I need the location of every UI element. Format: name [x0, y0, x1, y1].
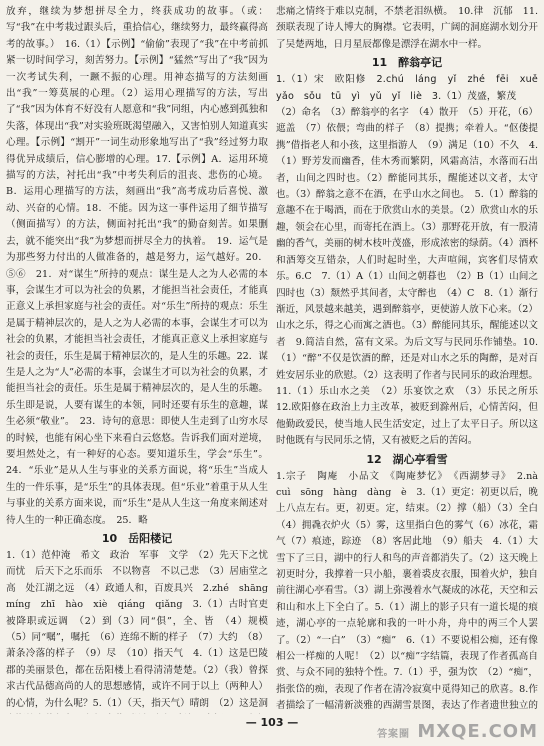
section-title-12: 12 湖心亭看雪 [366, 452, 448, 466]
right-column [276, 4, 538, 714]
left-column [6, 4, 268, 714]
right-paragraph-1: 悲痛之情终于难以克制，不禁老泪纵横。 10.律 沉郁 11.颈联表现了诗人博大的胸襟。它表明，广阔的洞庭湖水划分开了吴楚两地，日月星辰都像是漂浮在湖水中一样。 [276, 6, 538, 50]
section-title-10: 10 岳阳楼记 [101, 532, 173, 545]
watermark-sub: 答案圈 [377, 729, 411, 740]
left-paragraph-2: 1.（1）范仲淹 希文 政治 军事 文学 （2）先天下之忧而忧 后天下之乐而乐 不以物喜 不以己悲 （3）居庙堂之高 处江湖之远 （4）政通人和，百废具兴 2.zhé shāng míng zhī hào xiè qiáng qiǎng 3.（1）古时官吏被降职或远调 （2）到（3）同“俱”，全、皆 （4）规模 （5）同“嘱”，嘱托 （6）连绵不断的样子 （7）大约 （8）萧条冷落的样子 （9）尽 （10）指天气 4.（1）这是巴陵郡的美丽景色，都在岳阳楼上看得清清楚楚。（2）（我）曾探求古代品德高尚的人的思想感情，或许不同于以上（两种人）的心情，为什么呢？5.（1）（天，指天气）晴朗 （2）这是洞 [6, 550, 268, 709]
watermark-logo [377, 721, 538, 742]
left-paragraph-1: 放弃，继续为梦想拼尽全力，终获成功的故事。（或：写“我”在中考栽过跟头后，重拾信心，继续努力，最终赢得高考的故事。） 16.（1）【示例】“偷偷”表现了“我”在中考前抓紧一切时间学习，刻苦努力。【示例】“猛然”写出了“我”因为一次考试失利，一蹶不振的心理。用神态描写的方法刻画出“我”一筹莫展的心理。（2）运用心理描写的方法，写出了“我”因为体育不好没有人愿意和“我”同组，内心感到孤独和失落，体现出“我”对实验班既渴望融入，又害怕别人知道真实心理。【示例】“割开”一词生动形象地写出了“我”经过努力取得优异成绩后，信心膨增的心理。17.【示例】A．运用环境描写的方法，衬托出“我”中考失利后的沮丧、悲伤的心境。B．运用心理描写的方法，刻画出“我”高考成功后喜悦、激动、兴奋的心情。18．不能。因为这一事件运用了细节描写（侧面描写）的方法，侧面衬托出“我”的勤奋刻苦。如果删去，就不能突出“我”为梦想而拼尽全力的执着。 19．运气是为那些努力付出的人做准备的，越是努力，运气越好。20．⑤⑥ 21．对“谋生”所持的观点：谋生是人之为人必需的本事，会谋生才可以为社会的负累，才能担当社会责任，才能真正意义上承担家庭与社会的责任。对“乐生”所持的观点：乐生是属于精神层次的，是人之为人必需的本事，会谋生才可以为社会的负累，才能担当社会责任，才能真正意义上承担家庭与社会的责任，乐生是属于精神层次的，是人生的乐趣。22．谋生是人之为“人”必需的本事，会谋生才可以为社会的负累，才能担当社会的责任。乐生是属于精神层次的，是人生的乐趣。乐生即是说，人要有谋生的本领，同时还要有乐生的意趣，谋生必须“敬业”。 23．诗句的意思：即使人生走到了山穷水尽的时候，也能有闲心坐下来看白云悠悠。告诉我们面对逆境，要坦然处之，有一种好的心态。要知道乐生，学会“乐生”。24．“乐业”是从人生与事业的关系方面说，将“乐生”当成人生的一件乐事，是“乐生”的具体表现。但“乐业”着重于从人生与事业的关系方面来说，而“乐生”是从人生这一角度来阐述对待人生的一种正确态度。 25．略 [6, 6, 268, 526]
right-paragraph-2: （2）命名 （3）醉翁亭的名字 （4）散开 （5）开花，（6）遮盖 （7）依偎；弯曲的样子 （8）提携；牵着人。“伛偻提携”借指老人和小孩，这里指游人 （9）满足（10）不久 4.（1）野芳发而幽香，佳木秀而繁阴，风霜高洁，水落而石出者，山间之四时也。（2）醉能同其乐，醒能述以文者，太守也。（3）醉翁之意不在酒，在乎山水之间也。 5.（1）醉翁的意趣不在于喝酒，而在于欣赏山水的美景。（2）欣赏山水的乐趣，领会在心里，而寄托在酒上。（3）那野花开放，有一股清幽的香气，美丽的树木枝叶茂盛，形成浓密的绿荫。（4）酒杯和酒筹交互错杂，人们时起时坐，大声喧闹，宾客们尽情欢乐。6.C 7.（1）A（1）山间之朝暮也 （2）B（1）山间之四时也（3）颓然乎其间者，太守醉也 （4）C 8.（1）渐行渐近，风景越来越美，遇到醉翁亭，更使游人放下心来。（2）山水之乐，得之心而寓之酒也。（3）醉能同其乐，醒能述以文者 9.简洁自然，富有文采。为后文写与民同乐作铺垫。10.（1）“醉”不仅是饮酒的醉，还是对山水之乐的陶醉，是对百姓安居乐业的欣慰。（2）这表明了作者与民同乐的政治理想。11.（1）乐山水之美 （2）乐宴饮之欢 （3）乐民之所乐 12.欧阳修在政治上力主改革，被贬到滁州后，心情苦闷，但他勤政爱民，使当地人民生活安定，过上了太平日子。所以这时他既有与民同乐之情，又有被贬之后的苦闷。 [276, 107, 538, 447]
pinyin-answers: 1.（1）宋 欧阳修 2.chú láng yǐ zhé fēi xuě yǎo sǒu tū yì yǔ yǐ liè 3.（1）茂盛，繁茂 [276, 74, 538, 102]
watermark-text: MXQE.COM [417, 721, 538, 742]
right-paragraph-3: 1.宗子 陶庵 小品文 《陶庵梦忆》 《西湖梦寻》 2.nà cuì sōng hàng dàng è 3.（1）更定：初更以后，晚上八点左右。更，初更。定，结束。（2）撑（船）（3）全白（4）拥毳衣炉火（5）雾，这里指白色的雾气（6）冰花，霜气（7）痕迹，踪迹 （8）客居此地 （9）船夫 4.（1）大雪下了三日，湖中的行人和鸟的声音都消失了。（2）这天晚上初更时分，我撑着一只小船，裹着裘皮衣服，围着火炉，独自前往湖心亭看雪。（3）湖上弥漫着水气凝成的冰花，天空和云和山和水上下全白了。5.（1）湖上的影子只有一道长堤的痕迹，湖心亭的一点轮廓和我的一叶小舟，舟中的两三个人罢了。（2）“一白” （3）“痴” 6.（1）不要说相公痴，还有像相公一样痴的人呢！（2）以“痴”字结篇，表现了作者孤高自赏、与众不同的独特个性。7.（1）乎，强为饮 （2）“痴”，指张岱的痴，表现了作者在清冷寂寞中觅得知己的欣喜。8.作者描绘了一幅清新淡雅的西湖雪景图，表达了作者遗世独立的 [276, 470, 538, 712]
section-title-11: 11 醉翁亭记 [371, 56, 443, 70]
page-number: — 103 — [245, 716, 299, 729]
two-column-layout [6, 4, 538, 714]
